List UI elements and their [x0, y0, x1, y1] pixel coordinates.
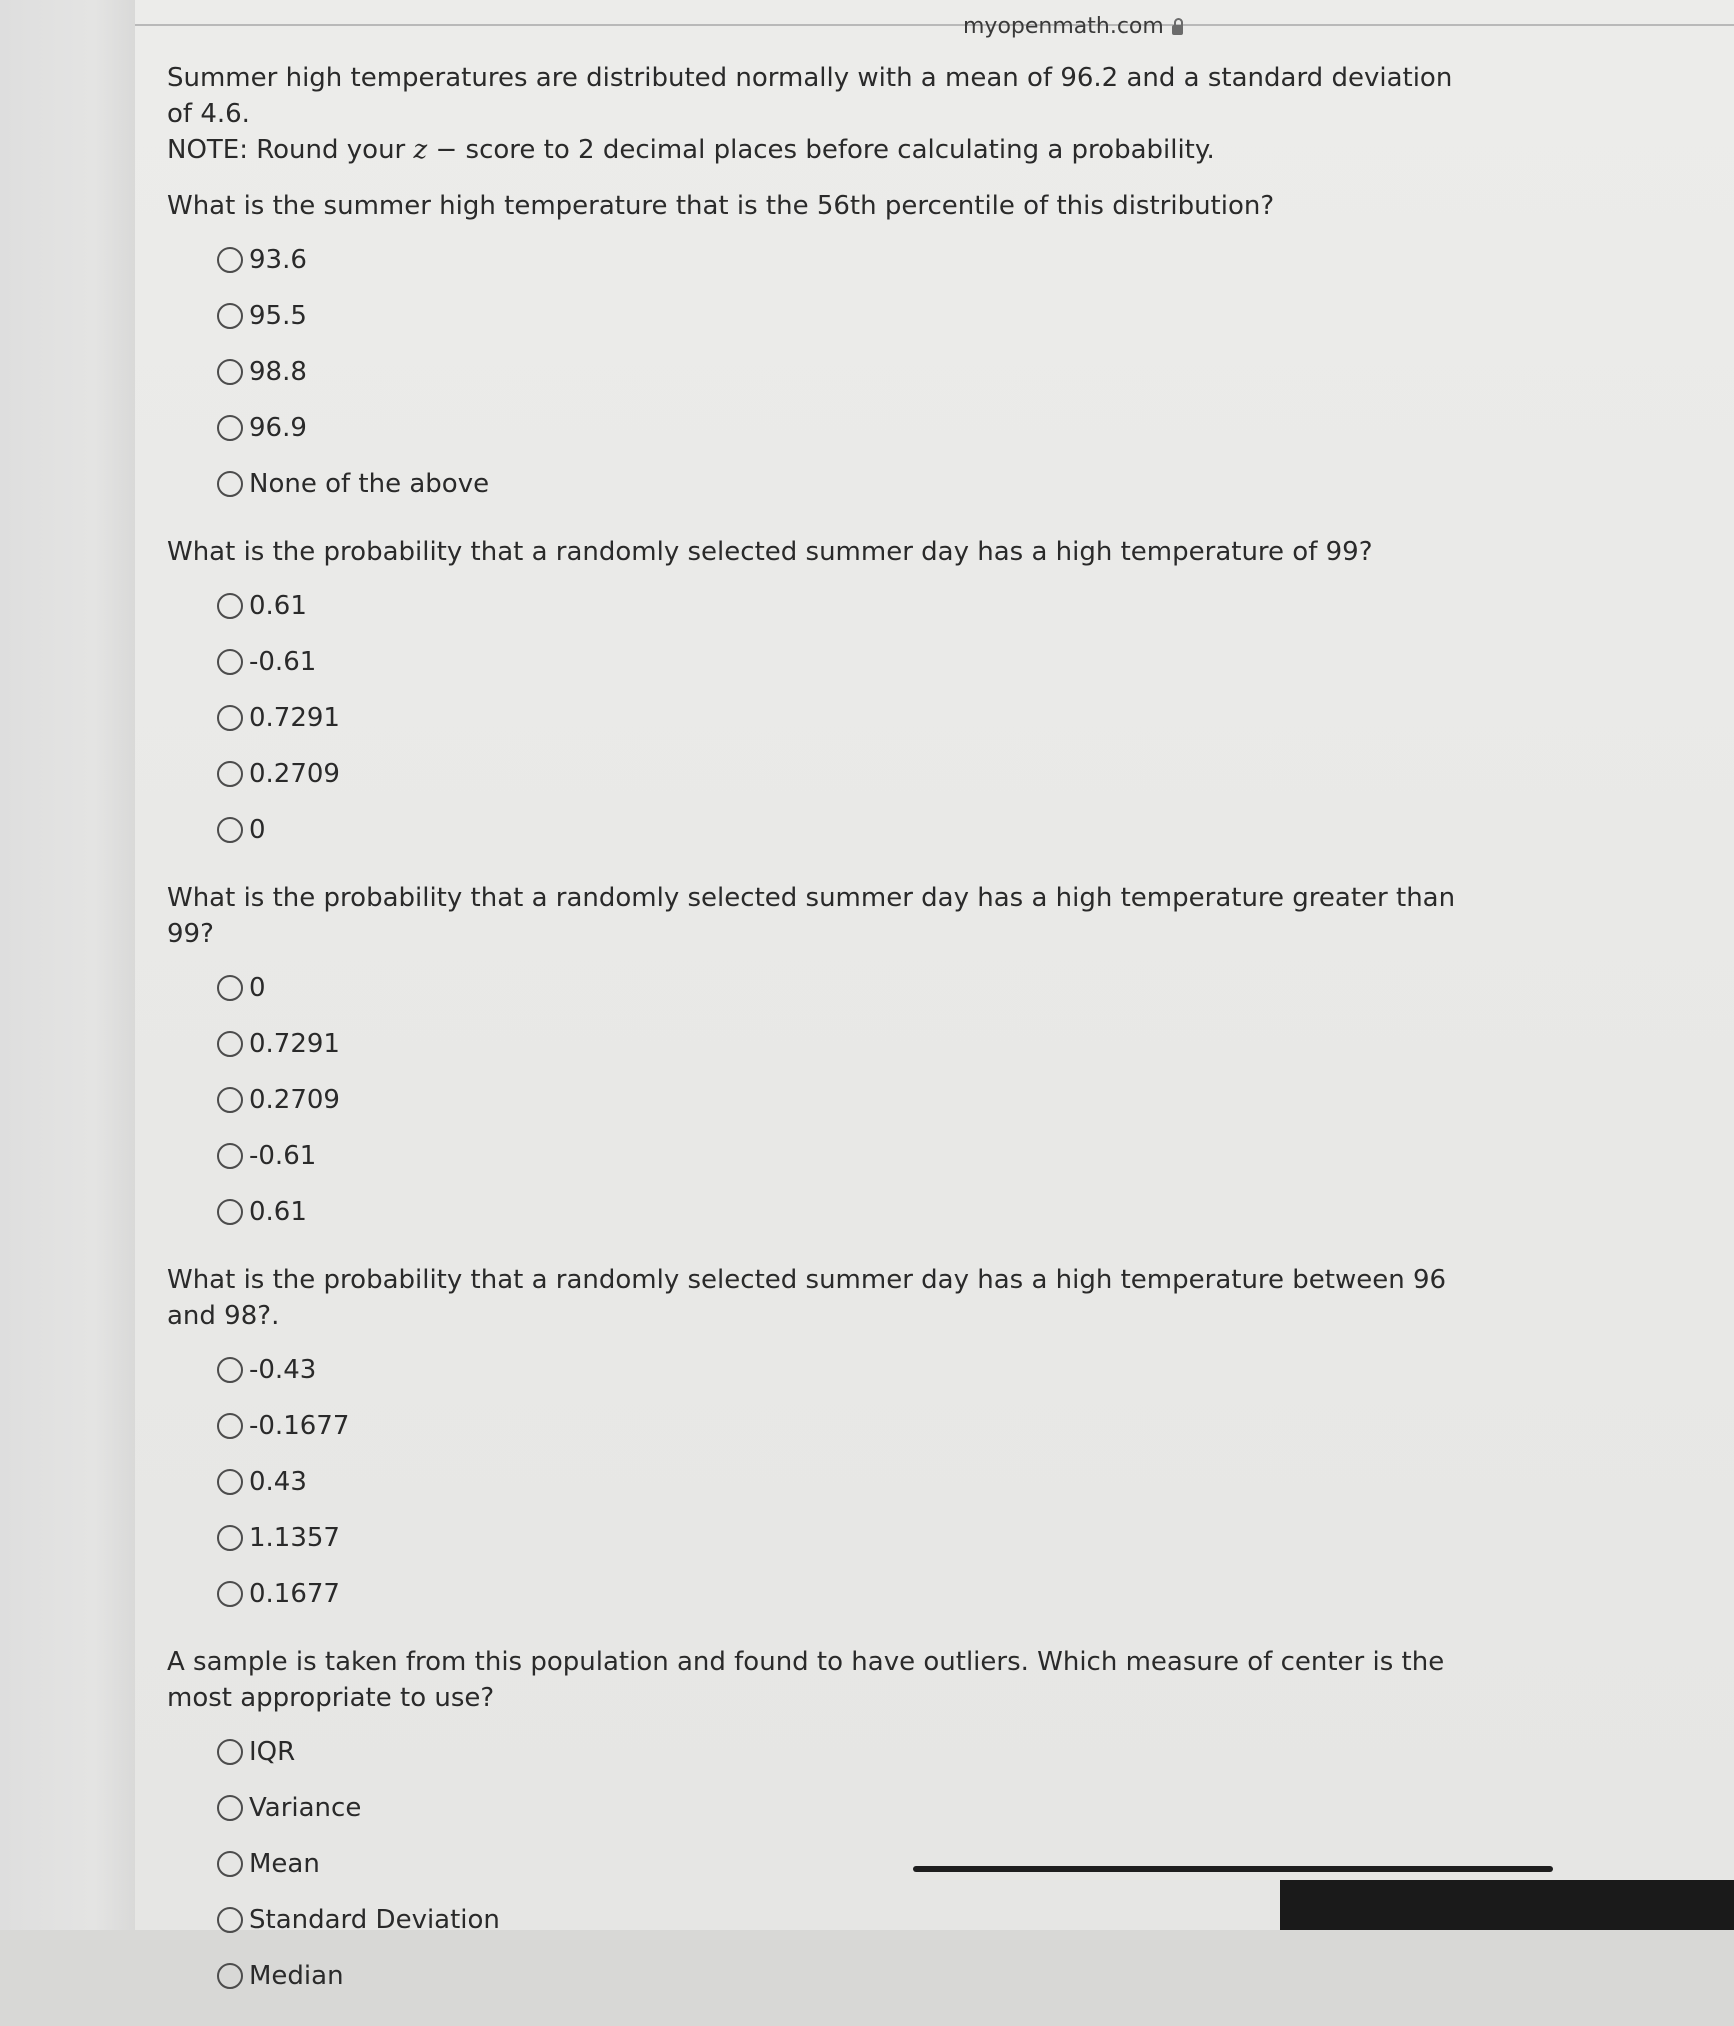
- option-label: 98.8: [249, 357, 307, 387]
- bottom-line: [913, 1866, 1553, 1872]
- intro-line-2-before: NOTE: Round your: [167, 135, 406, 165]
- option-label: 96.9: [249, 413, 307, 443]
- option-0-1677[interactable]: [217, 1566, 1467, 1622]
- options-list: [217, 578, 1467, 858]
- option-1-1357[interactable]: [217, 1510, 1467, 1566]
- z-symbol: z: [413, 135, 428, 165]
- radio-button[interactable]: [217, 415, 243, 441]
- intro-line-1: Summer high temperatures are distributed normally with a mean of 96.2 and a standard deviation of 4.6.: [167, 63, 1453, 129]
- option-median[interactable]: [217, 1948, 1467, 2004]
- option-label: 0.2709: [249, 1085, 340, 1115]
- option-label: -0.61: [249, 1141, 317, 1171]
- option-none-of-the-above[interactable]: [217, 456, 1467, 512]
- options-list: [217, 232, 1467, 512]
- option-95-5[interactable]: [217, 288, 1467, 344]
- option-label: 0.7291: [249, 703, 340, 733]
- radio-button[interactable]: [217, 761, 243, 787]
- option-label: 0.1677: [249, 1579, 340, 1609]
- radio-button[interactable]: [217, 649, 243, 675]
- radio-button[interactable]: [217, 975, 243, 1001]
- radio-button[interactable]: [217, 1739, 243, 1765]
- radio-button[interactable]: [217, 1143, 243, 1169]
- option-label: 0.7291: [249, 1029, 340, 1059]
- option-0[interactable]: [217, 802, 1467, 858]
- radio-button[interactable]: [217, 1087, 243, 1113]
- option-label: 0.2709: [249, 759, 340, 789]
- intro-line-2-after: − score to 2 decimal places before calculating a probability.: [435, 135, 1215, 165]
- option-label: 95.5: [249, 301, 307, 331]
- radio-button[interactable]: [217, 817, 243, 843]
- question-content: [167, 60, 1467, 2026]
- option-label: 1.1357: [249, 1523, 340, 1553]
- option-label: -0.43: [249, 1355, 317, 1385]
- option-label: 0: [249, 973, 266, 1003]
- option-label: Mean: [249, 1849, 320, 1879]
- question-4: [167, 1262, 1467, 1622]
- options-list: [217, 1724, 1467, 2004]
- top-rule: [135, 24, 1734, 26]
- question-text: What is the probability that a randomly selected summer day has a high temperature between 96 and 98?.: [167, 1265, 1447, 1331]
- option-label: 0.61: [249, 1197, 307, 1227]
- option-iqr[interactable]: [217, 1724, 1467, 1780]
- option-variance[interactable]: [217, 1780, 1467, 1836]
- option-0-61[interactable]: [217, 1184, 1467, 1240]
- option-label: Variance: [249, 1793, 362, 1823]
- radio-button[interactable]: [217, 705, 243, 731]
- radio-button[interactable]: [217, 247, 243, 273]
- radio-button[interactable]: [217, 1199, 243, 1225]
- option-0-61[interactable]: [217, 578, 1467, 634]
- url-text: myopenmath.com: [963, 14, 1164, 39]
- radio-button[interactable]: [217, 1525, 243, 1551]
- radio-button[interactable]: [217, 1851, 243, 1877]
- option-neg-0-1677[interactable]: [217, 1398, 1467, 1454]
- question-text: What is the summer high temperature that is the 56th percentile of this distribution?: [167, 191, 1275, 221]
- option-label: 0.43: [249, 1467, 307, 1497]
- option-label: -0.61: [249, 647, 317, 677]
- question-text: What is the probability that a randomly selected summer day has a high temperature of 99?: [167, 537, 1373, 567]
- option-0-2709[interactable]: [217, 746, 1467, 802]
- lock-icon: [1172, 25, 1183, 35]
- option-0-7291[interactable]: [217, 690, 1467, 746]
- question-2: [167, 534, 1467, 858]
- option-label: 0.61: [249, 591, 307, 621]
- option-label: Median: [249, 1961, 344, 1991]
- option-98-8[interactable]: [217, 344, 1467, 400]
- radio-button[interactable]: [217, 1413, 243, 1439]
- options-list: [217, 1342, 1467, 1622]
- question-5: [167, 1644, 1467, 2004]
- option-neg-0-61[interactable]: [217, 634, 1467, 690]
- radio-button[interactable]: [217, 471, 243, 497]
- option-neg-0-43[interactable]: [217, 1342, 1467, 1398]
- radio-button[interactable]: [217, 1907, 243, 1933]
- option-label: 0: [249, 815, 266, 845]
- radio-button[interactable]: [217, 1963, 243, 1989]
- option-label: Standard Deviation: [249, 1905, 500, 1935]
- radio-button[interactable]: [217, 359, 243, 385]
- intro-text: [167, 60, 1467, 168]
- radio-button[interactable]: [217, 1581, 243, 1607]
- intro-line-2: [167, 132, 1467, 168]
- radio-button[interactable]: [217, 1357, 243, 1383]
- option-label: None of the above: [249, 469, 490, 499]
- page: [135, 0, 1734, 1991]
- option-93-6[interactable]: [217, 232, 1467, 288]
- option-label: IQR: [249, 1737, 296, 1767]
- radio-button[interactable]: [217, 303, 243, 329]
- url-bar[interactable]: [963, 14, 1183, 39]
- option-neg-0-61[interactable]: [217, 1128, 1467, 1184]
- option-0-7291[interactable]: [217, 1016, 1467, 1072]
- left-margin: [0, 0, 135, 1930]
- options-list: [217, 960, 1467, 1240]
- option-label: 93.6: [249, 245, 307, 275]
- option-0[interactable]: [217, 960, 1467, 1016]
- bottom-dark-bar: [1280, 1880, 1734, 1930]
- option-label: -0.1677: [249, 1411, 350, 1441]
- option-0-43[interactable]: [217, 1454, 1467, 1510]
- radio-button[interactable]: [217, 593, 243, 619]
- question-1: [167, 188, 1467, 512]
- radio-button[interactable]: [217, 1795, 243, 1821]
- option-96-9[interactable]: [217, 400, 1467, 456]
- radio-button[interactable]: [217, 1031, 243, 1057]
- question-text: A sample is taken from this population and found to have outliers. Which measure of center is the most appropriate to use?: [167, 1647, 1445, 1713]
- option-0-2709[interactable]: [217, 1072, 1467, 1128]
- question-text: What is the probability that a randomly selected summer day has a high temperature greater than 99?: [167, 883, 1456, 949]
- question-3: [167, 880, 1467, 1240]
- radio-button[interactable]: [217, 1469, 243, 1495]
